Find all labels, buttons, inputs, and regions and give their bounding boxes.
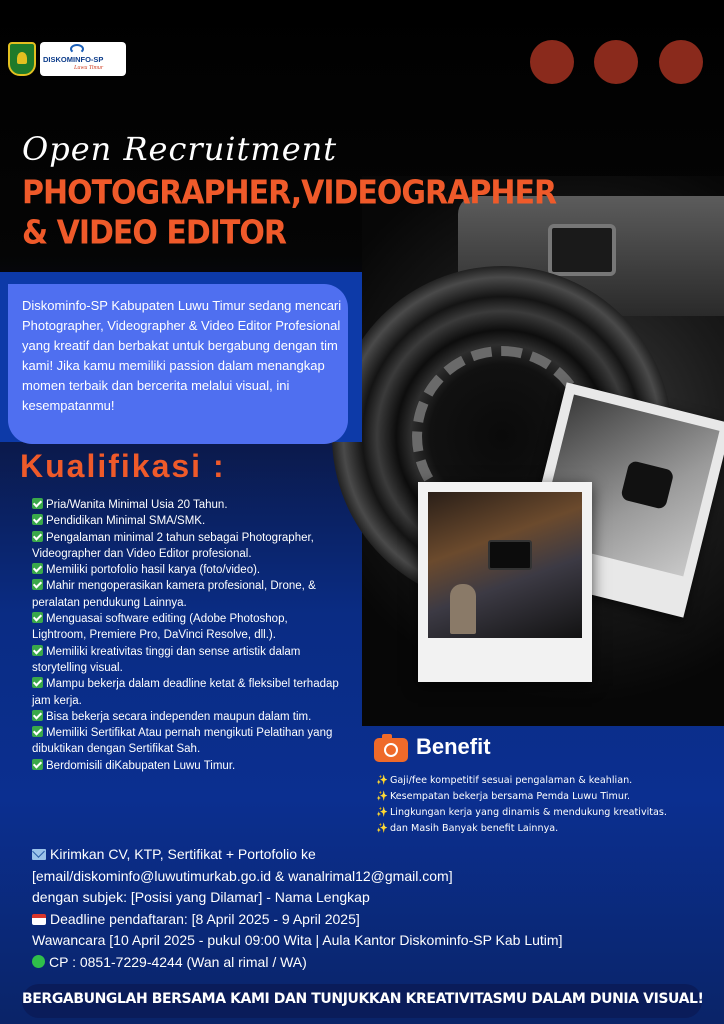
position-title-line1: PHOTOGRAPHER,VIDEOGRAPHER xyxy=(22,174,557,213)
check-icon xyxy=(32,514,43,525)
qualification-item: Pria/Wanita Minimal Usia 20 Tahun. xyxy=(32,497,342,513)
contact-person-line: CP : 0851-7229-4244 (Wan al rimal / WA) xyxy=(32,952,712,974)
qualifications-list xyxy=(32,497,342,774)
envelope-icon xyxy=(32,849,46,860)
decorative-dot xyxy=(659,40,703,84)
qualification-item: Pendidikan Minimal SMA/SMK. xyxy=(32,513,342,529)
qualification-item: Menguasai software editing (Adobe Photoshop, Lightroom, Premiere Pro, DaVinci Resolve, dll.). xyxy=(32,613,288,642)
sparkles-icon: ✨ xyxy=(376,775,388,786)
sparkles-icon: ✨ xyxy=(376,791,388,802)
check-icon xyxy=(32,759,43,770)
check-icon xyxy=(32,645,43,656)
diskominfo-logo-text: DISKOMINFO-SP xyxy=(43,55,104,64)
send-documents-line: Kirimkan CV, KTP, Sertifikat + Portofolio ke xyxy=(32,844,712,866)
qualification-item: Pengalaman minimal 2 tahun sebagai Photographer, Videographer dan Video Editor profesional. xyxy=(32,531,314,560)
qualification-item: Mahir mengoperasikan kamera profesional, Drone, & peralatan pendukung Lainnya. xyxy=(32,580,316,609)
benefit-heading: Benefit xyxy=(416,734,491,759)
sparkles-icon: ✨ xyxy=(376,823,388,834)
intro-text: Diskominfo-SP Kabupaten Luwu Timur sedang mencari Photographer, Videographer & Video Editor Profesional yang kreatif dan berbakat untuk bergabung dengan tim kami! Jika kamu memiliki passion dalam menangkap momen terbaik dan bercerita melalui visual, ini kesempatanmu! xyxy=(22,298,342,413)
email-addresses-line: [email/diskominfo@luwutimurkab.go.id & wanalrimal12@gmail.com] xyxy=(32,867,453,884)
check-icon xyxy=(32,710,43,721)
open-recruitment-heading: Open Recruitment xyxy=(22,130,338,168)
qualification-item: Mampu bekerja dalam deadline ketat & fleksibel terhadap jam kerja. xyxy=(32,678,339,707)
qualification-item: Memiliki kreativitas tinggi dan sense artistik dalam storytelling visual. xyxy=(32,645,301,674)
check-icon xyxy=(32,563,43,574)
check-icon xyxy=(32,531,43,542)
check-icon xyxy=(32,677,43,688)
qualification-item: Memiliki Sertifikat Atau pernah mengikuti Pelatihan yang dibuktikan dengan Sertifikat Sah. xyxy=(32,727,333,756)
check-icon xyxy=(32,726,43,737)
camera-icon xyxy=(374,738,408,762)
benefit-item: ✨ dan Masih Banyak benefit Lainnya. xyxy=(376,823,559,834)
check-icon xyxy=(32,612,43,623)
decorative-dot xyxy=(530,40,574,84)
qualifications-heading: Kualifikasi : xyxy=(20,448,226,484)
deadline-line: Deadline pendaftaran: [8 April 2025 - 9 April 2025] xyxy=(32,909,712,931)
luwu-timur-seal-logo xyxy=(8,42,36,76)
footer-cta-text: BERGABUNGLAH BERSAMA KAMI DAN TUNJUKKAN KREATIVITASMU DALAM DUNIA VISUAL! xyxy=(22,991,704,1007)
contact-info xyxy=(32,844,712,973)
diskominfo-logo-tagline: Luwu Timur xyxy=(74,65,104,71)
qualification-item: Memiliki portofolio hasil karya (foto/video). xyxy=(32,562,342,578)
sparkles-icon: ✨ xyxy=(376,807,388,818)
whatsapp-icon xyxy=(32,955,45,968)
benefit-list xyxy=(376,773,716,837)
interview-line: Wawancara [10 April 2025 - pukul 09:00 Wita | Aula Kantor Diskominfo-SP Kab Lutim] xyxy=(32,932,563,948)
decorative-dot xyxy=(594,40,638,84)
polaroid-photo-studio xyxy=(418,482,592,682)
qualification-item: Bisa bekerja secara independen maupun dalam tim. xyxy=(32,709,342,725)
qualification-item: Berdomisili diKabupaten Luwu Timur. xyxy=(32,758,342,774)
calendar-icon xyxy=(32,914,46,925)
check-icon xyxy=(32,579,43,590)
check-icon xyxy=(32,498,43,509)
position-title-line2: & VIDEO EDITOR xyxy=(22,214,286,253)
benefit-item: ✨ Lingkungan kerja yang dinamis & mendukung kreativitas. xyxy=(376,807,667,818)
benefit-item: ✨ Kesempatan bekerja bersama Pemda Luwu Timur. xyxy=(376,791,631,802)
diskominfo-logo xyxy=(40,42,126,76)
benefit-item: ✨ Gaji/fee kompetitif sesuai pengalaman & keahlian. xyxy=(376,775,633,786)
email-subject-line: dengan subjek: [Posisi yang Dilamar] - Nama Lengkap xyxy=(32,889,370,905)
diskominfo-mark-icon xyxy=(70,44,84,54)
